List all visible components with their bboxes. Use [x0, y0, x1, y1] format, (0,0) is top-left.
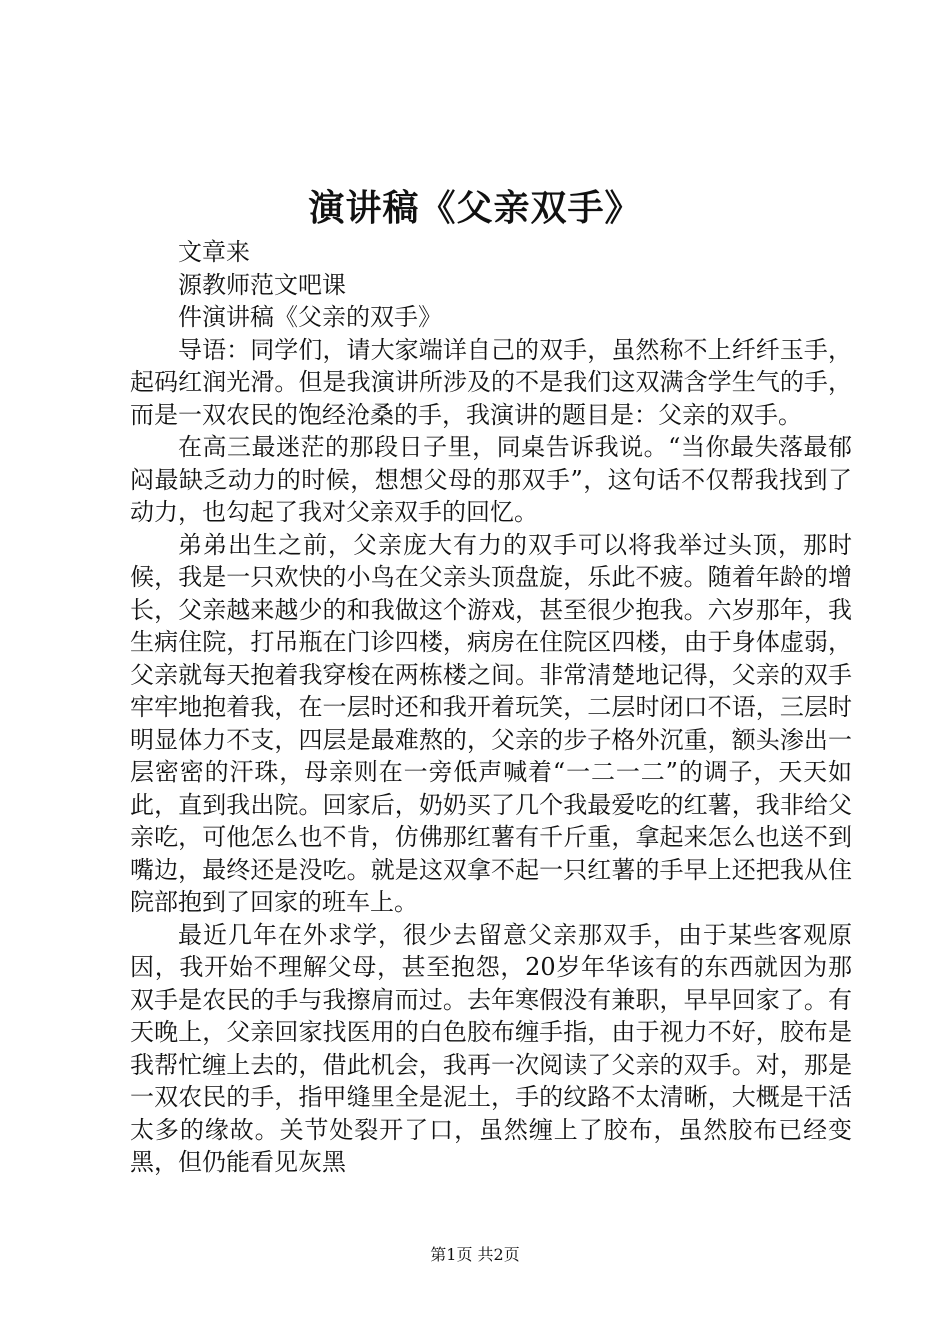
document-title: 演讲稿《父亲双手》: [308, 187, 642, 229]
body-paragraph: 在高三最迷茫的那段日子里，同桌告诉我说。“当你最失落最郁闷最缺乏动力的时候，想想父母的那双手”，这句话不仅帮我找到了动力，也勾起了我对父亲双手的回忆。: [130, 433, 852, 526]
page-number-footer: 第1页 共2页: [430, 1245, 520, 1264]
body-paragraph: 导语：同学们，请大家端详自己的双手，虽然称不上纤纤玉手，起码红润光滑。但是我演讲所涉及的不是我们这双满含学生气的手，而是一双农民的饱经沧桑的手，我演讲的题目是：父亲的双手。: [130, 335, 852, 429]
body-paragraph: 最近几年在外求学，很少去留意父亲那双手，由于某些客观原因，我开始不理解父母，甚至抱怨，20岁年华该有的东西就因为那双手是农民的手与我擦肩而过。去年寒假没有兼职，早早回家了。有天晚上，父亲回家找医用的白色胶布缠手指，由于视力不好，胶布是我帮忙缠上去的，借此机会，我再一次阅读了父亲的双手。对，那是一双农民的手，指甲缝里全是泥土，手的纹路不太清晰，大概是干活太多的缘故。关节处裂开了口，虽然缠上了胶布，虽然胶布已经变黑，但仍能看见灰黑: [130, 920, 852, 1176]
header-line: 文章来: [178, 238, 250, 266]
header-line: 件演讲稿《父亲的双手》: [178, 303, 442, 331]
header-line: 源教师范文吧课: [178, 270, 346, 299]
body-paragraph: 弟弟出生之前，父亲庞大有力的双手可以将我举过头顶，那时候，我是一只欢快的小鸟在父亲头顶盘旋，乐此不疲。随着年龄的增长，父亲越来越少的和我做这个游戏，甚至很少抱我。六岁那年，我生病住院，打吊瓶在门诊四楼，病房在住院区四楼，由于身体虚弱，父亲就每天抱着我穿梭在两栋楼之间。非常清楚地记得，父亲的双手牢牢地抱着我，在一层时还和我开着玩笑，二层时闭口不语，三层时明显体力不支，四层是最难熬的，父亲的步子格外沉重，额头渗出一层密密的汗珠，母亲则在一旁低声喊着“一二一二”的调子，天天如此，直到我出院。回家后，奶奶买了几个我最爱吃的红薯，我非给父亲吃，可他怎么也不肯，仿佛那红薯有千斤重，拿起来怎么也送不到嘴边，最终还是没吃。就是这双拿不起一只红薯的手早上还把我从住院部抱到了回家的班车上。: [130, 530, 852, 916]
document-body: [130, 236, 852, 1179]
